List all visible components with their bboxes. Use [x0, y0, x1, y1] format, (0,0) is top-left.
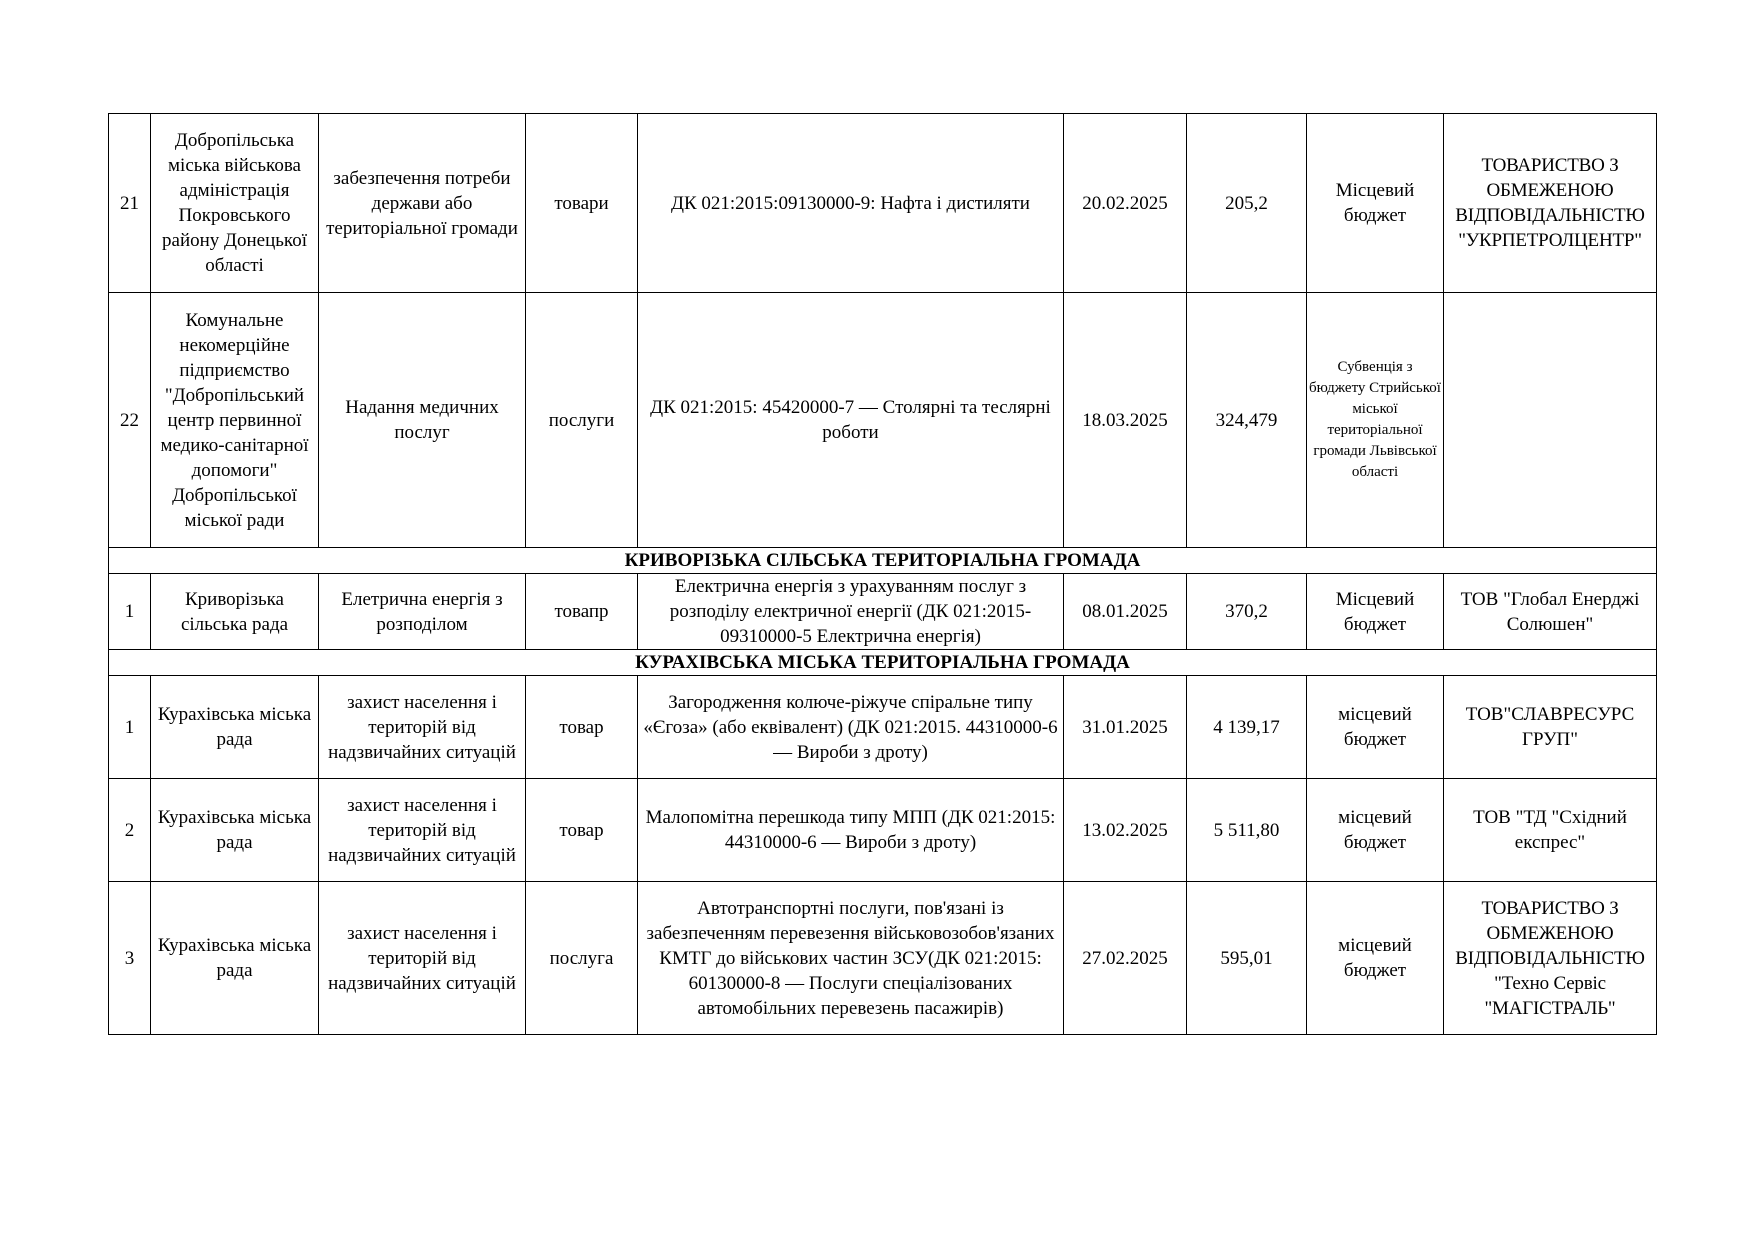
procurement-table: [108, 113, 1657, 1035]
cell-customer: Добропільська міська військова адміністрація Покровського району Донецької області: [151, 114, 319, 293]
table-row: [109, 293, 1657, 548]
cell-customer: Курахівська міська рада: [151, 779, 319, 882]
table-row: [109, 882, 1657, 1035]
cell-funding: Місцевий бюджет: [1307, 114, 1444, 293]
table-row: [109, 114, 1657, 293]
table-row: [109, 574, 1657, 650]
cell-supplier: ТОВ "Глобал Енерджі Солюшен": [1444, 574, 1657, 650]
cell-date: 13.02.2025: [1064, 779, 1187, 882]
cell-date: 08.01.2025: [1064, 574, 1187, 650]
cell-purpose: Надання медичних послуг: [319, 293, 526, 548]
cell-type: товапр: [526, 574, 638, 650]
cell-supplier: ТОВАРИСТВО З ОБМЕЖЕНОЮ ВІДПОВІДАЛЬНІСТЮ "Техно Сервіс "МАГІСТРАЛЬ": [1444, 882, 1657, 1035]
cell-number: 3: [109, 882, 151, 1035]
cell-funding: Місцевий бюджет: [1307, 574, 1444, 650]
cell-number: 22: [109, 293, 151, 548]
cell-funding: місцевий бюджет: [1307, 676, 1444, 779]
section-header-row: [109, 548, 1657, 574]
cell-amount: 4 139,17: [1187, 676, 1307, 779]
cell-amount: 5 511,80: [1187, 779, 1307, 882]
cell-customer: Криворізька сільська рада: [151, 574, 319, 650]
cell-date: 20.02.2025: [1064, 114, 1187, 293]
cell-number: 1: [109, 676, 151, 779]
cell-funding: Субвенція з бюджету Стрийської міської територіальної громади Львівської області: [1307, 293, 1444, 548]
cell-subject: Загородження колюче-ріжуче спіральне типу «Єгоза» (або еквівалент) (ДК 021:2015. 44310000-6 — Вироби з дроту): [638, 676, 1064, 779]
cell-funding: місцевий бюджет: [1307, 882, 1444, 1035]
cell-date: 18.03.2025: [1064, 293, 1187, 548]
cell-date: 27.02.2025: [1064, 882, 1187, 1035]
section-title: КУРАХІВСЬКА МІСЬКА ТЕРИТОРІАЛЬНА ГРОМАДА: [109, 650, 1657, 676]
cell-number: 21: [109, 114, 151, 293]
cell-type: товари: [526, 114, 638, 293]
cell-purpose: захист населення і територій від надзвичайних ситуацій: [319, 676, 526, 779]
cell-subject: ДК 021:2015:09130000-9: Нафта і дистиляти: [638, 114, 1064, 293]
cell-supplier: ТОВ "ТД "Східний експрес": [1444, 779, 1657, 882]
cell-customer: Курахівська міська рада: [151, 676, 319, 779]
table-row: [109, 779, 1657, 882]
cell-purpose: захист населення і територій від надзвичайних ситуацій: [319, 882, 526, 1035]
table-row: [109, 676, 1657, 779]
cell-type: послуги: [526, 293, 638, 548]
section-header-row: [109, 650, 1657, 676]
cell-date: 31.01.2025: [1064, 676, 1187, 779]
section-title: КРИВОРІЗЬКА СІЛЬСЬКА ТЕРИТОРІАЛЬНА ГРОМАДА: [109, 548, 1657, 574]
cell-amount: 205,2: [1187, 114, 1307, 293]
cell-type: послуга: [526, 882, 638, 1035]
cell-subject: Електрична енергія з урахуванням послуг з розподілу електричної енергії (ДК 021:2015-09310000-5 Електрична енергія): [638, 574, 1064, 650]
cell-customer: Курахівська міська рада: [151, 882, 319, 1035]
cell-supplier: ТОВ"СЛАВРЕСУРС ГРУП": [1444, 676, 1657, 779]
cell-number: 1: [109, 574, 151, 650]
cell-subject: Малопомітна перешкода типу МПП (ДК 021:2015: 44310000-6 — Вироби з дроту): [638, 779, 1064, 882]
cell-funding: місцевий бюджет: [1307, 779, 1444, 882]
cell-amount: 370,2: [1187, 574, 1307, 650]
cell-supplier: ТОВАРИСТВО З ОБМЕЖЕНОЮ ВІДПОВІДАЛЬНІСТЮ "УКРПЕТРОЛЦЕНТР": [1444, 114, 1657, 293]
cell-purpose: Елетрична енергія з розподілом: [319, 574, 526, 650]
cell-subject: Автотранспортні послуги, пов'язані із забезпеченням перевезення військовозобов'язаних КМТГ до військових частин ЗСУ(ДК 021:2015: 60130000-8 — Послуги спеціалізованих автомобільних перевезень пасажирів): [638, 882, 1064, 1035]
cell-number: 2: [109, 779, 151, 882]
cell-purpose: забезпечення потреби держави або територіальної громади: [319, 114, 526, 293]
cell-type: товар: [526, 676, 638, 779]
cell-customer: Комунальне некомерційне підприємство "Добропільський центр первинної медико-санітарної допомоги" Добропільської міської ради: [151, 293, 319, 548]
cell-type: товар: [526, 779, 638, 882]
cell-purpose: захист населення і територій від надзвичайних ситуацій: [319, 779, 526, 882]
cell-subject: ДК 021:2015: 45420000-7 — Столярні та теслярні роботи: [638, 293, 1064, 548]
cell-amount: 595,01: [1187, 882, 1307, 1035]
cell-supplier: [1444, 293, 1657, 548]
cell-amount: 324,479: [1187, 293, 1307, 548]
